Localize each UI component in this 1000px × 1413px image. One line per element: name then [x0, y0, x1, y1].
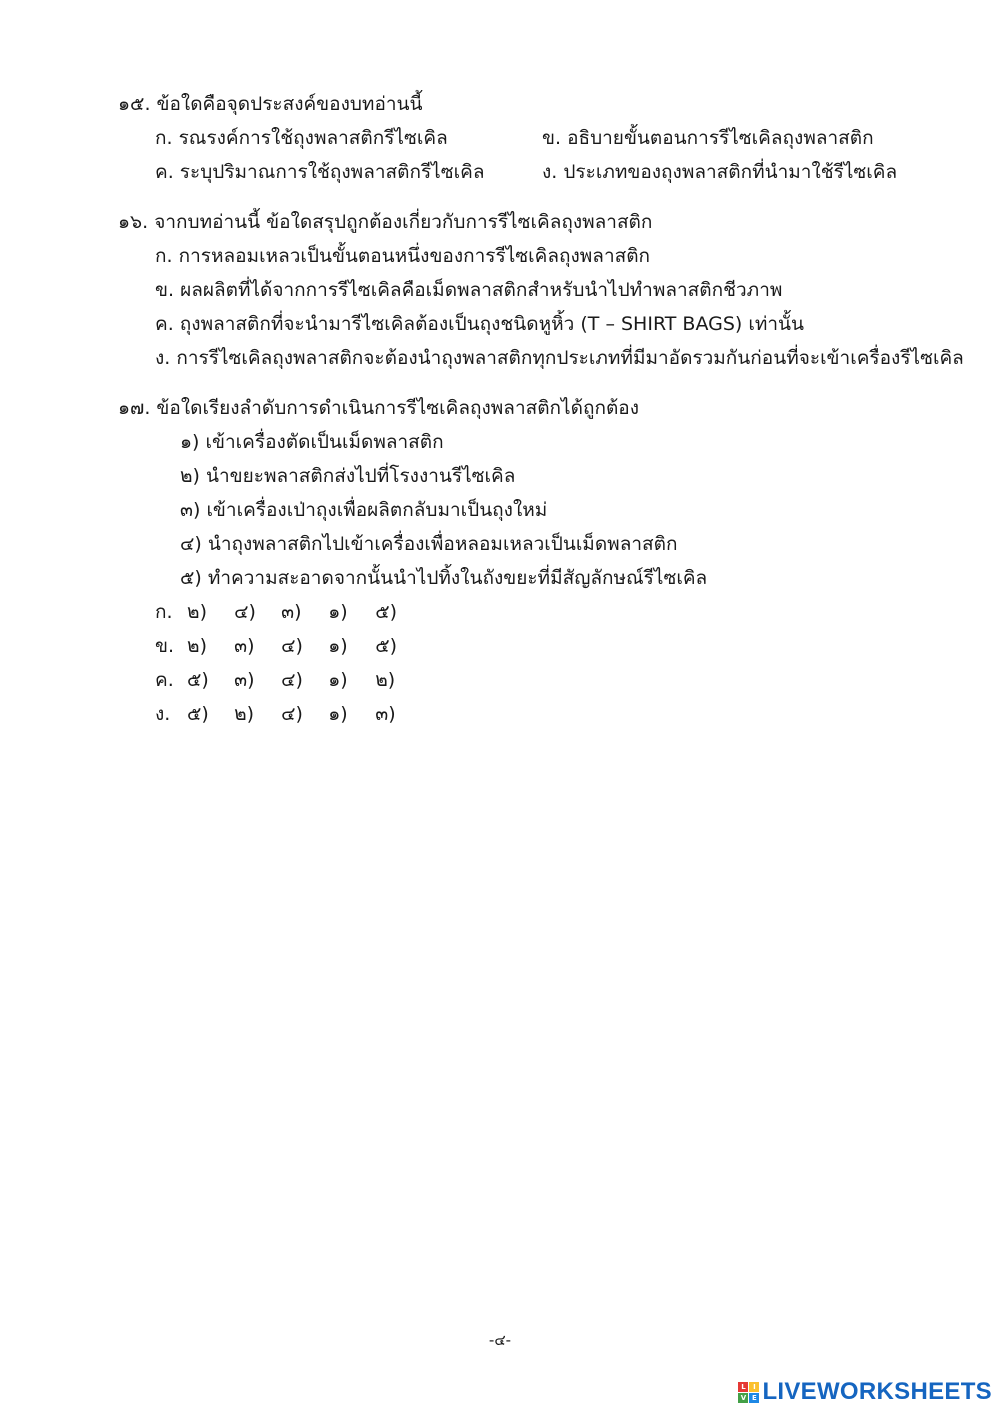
- seq-item: ๔): [281, 635, 303, 657]
- liveworksheets-logo[interactable]: [738, 1379, 992, 1405]
- logo-tile: I: [749, 1382, 759, 1392]
- seq-item: ๒): [187, 601, 207, 623]
- seq-item: ๔): [234, 601, 256, 623]
- q16-question: ๑๖. จากบทอ่านนี้ ข้อใดสรุปถูกต้องเกี่ยวกับการรีไซเคิลถุงพลาสติก: [118, 211, 653, 233]
- seq-item: ๔): [281, 703, 303, 725]
- q17-step-1: ๑) เข้าเครื่องตัดเป็นเม็ดพลาสติก: [180, 431, 444, 453]
- seq-item: ๑): [328, 703, 348, 725]
- q17-choice-c[interactable]: [155, 667, 416, 693]
- q15-option-a[interactable]: ก. รณรงค์การใช้ถุงพลาสติกรีไซเคิล: [155, 127, 448, 149]
- q15-question: ๑๕. ข้อใดคือจุดประสงค์ของบทอ่านนี้: [118, 93, 423, 115]
- choice-label: ค.: [155, 669, 174, 691]
- choice-label: ง.: [155, 703, 171, 725]
- seq-item: ๓): [234, 635, 255, 657]
- logo-icon: [738, 1382, 759, 1403]
- q17-choice-d[interactable]: [155, 701, 416, 727]
- seq-item: ๕): [187, 669, 209, 691]
- seq-item: ๒): [375, 669, 396, 691]
- seq-item: ๓): [234, 669, 255, 691]
- page-number: -๔-: [488, 1331, 512, 1349]
- seq-item: ๑): [328, 669, 348, 691]
- q17-step-3: ๓) เข้าเครื่องเป่าถุงเพื่อผลิตกลับมาเป็นถุงใหม่: [180, 499, 548, 521]
- q15-option-c[interactable]: ค. ระบุปริมาณการใช้ถุงพลาสติกรีไซเคิล: [155, 161, 485, 183]
- q17-step-4: ๔) นำถุงพลาสติกไปเข้าเครื่องเพื่อหลอมเหลวเป็นเม็ดพลาสติก: [180, 533, 678, 555]
- logo-tile: E: [749, 1393, 759, 1403]
- q16-option-d[interactable]: ง. การรีไซเคิลถุงพลาสติกจะต้องนำถุงพลาสติกทุกประเภทที่มีมาอัดรวมกันก่อนที่จะเข้าเครื่องรีไซเคิล: [155, 347, 964, 369]
- q17-step-5: ๕) ทำความสะอาดจากนั้นนำไปทิ้งในถังขยะที่มีสัญลักษณ์รีไซเคิล: [180, 567, 708, 589]
- seq-item: ๕): [375, 635, 398, 657]
- q15-option-b[interactable]: ข. อธิบายขั้นตอนการรีไซเคิลถุงพลาสติก: [542, 127, 874, 149]
- q17-step-2: ๒) นำขยะพลาสติกส่งไปที่โรงงานรีไซเคิล: [180, 465, 516, 487]
- logo-text: LIVEWORKSHEETS: [762, 1378, 992, 1405]
- choice-label: ข.: [155, 635, 175, 657]
- seq-item: ๔): [281, 669, 303, 691]
- q17-choice-b[interactable]: [155, 633, 416, 659]
- seq-item: ๕): [375, 601, 398, 623]
- choice-label: ก.: [155, 601, 173, 623]
- q15-option-d[interactable]: ง. ประเภทของถุงพลาสติกที่นำมาใช้รีไซเคิล: [542, 161, 898, 183]
- logo-tile: V: [738, 1393, 748, 1403]
- seq-item: ๕): [187, 703, 209, 725]
- seq-item: ๓): [281, 601, 302, 623]
- q17-question: ๑๗. ข้อใดเรียงลำดับการดำเนินการรีไซเคิลถุงพลาสติกได้ถูกต้อง: [118, 397, 639, 419]
- q17-choice-a[interactable]: [155, 599, 416, 625]
- logo-tile: L: [738, 1382, 748, 1392]
- q16-option-a[interactable]: ก. การหลอมเหลวเป็นขั้นตอนหนึ่งของการรีไซเคิลถุงพลาสติก: [155, 245, 651, 267]
- seq-item: ๑): [328, 635, 348, 657]
- seq-item: ๓): [375, 703, 396, 725]
- q16-option-c[interactable]: ค. ถุงพลาสติกที่จะนำมารีไซเคิลต้องเป็นถุงชนิดหูหิ้ว (T – SHIRT BAGS) เท่านั้น: [155, 313, 805, 335]
- seq-item: ๑): [328, 601, 348, 623]
- seq-item: ๒): [187, 635, 207, 657]
- seq-item: ๒): [234, 703, 255, 725]
- q16-option-b[interactable]: ข. ผลผลิตที่ได้จากการรีไซเคิลคือเม็ดพลาสติกสำหรับนำไปทำพลาสติกชีวภาพ: [155, 279, 783, 301]
